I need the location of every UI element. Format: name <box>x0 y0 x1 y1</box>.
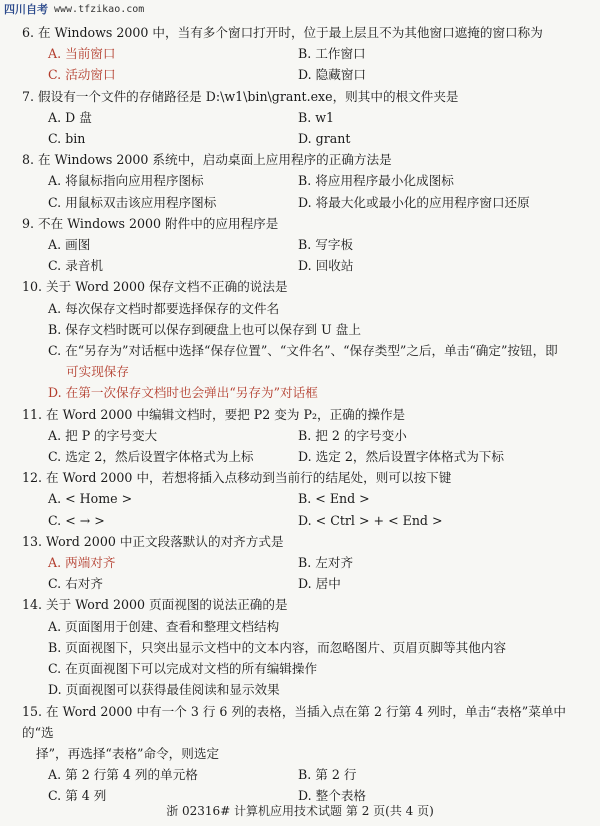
option-c: C. 录音机 <box>48 258 103 274</box>
question-14 <box>22 594 582 700</box>
option-a: A. 页面图用于创建、查看和整理文档结构 <box>48 618 280 634</box>
option-c: C. bin <box>48 131 86 147</box>
question-stem-continuation: 择”，再选择“表格”命令，则选定 <box>36 745 220 761</box>
site-logo: 四川自考 <box>4 3 48 16</box>
option-d: D. 选定 2，然后设置字体格式为下标 <box>298 449 504 465</box>
option-b: B. 把 2 的字号变小 <box>298 427 407 443</box>
option-c-continuation: 可实现保存 <box>66 364 129 380</box>
option-c: C. 第 4 列 <box>48 788 107 804</box>
option-d: D. grant <box>298 131 351 147</box>
question-8 <box>22 149 582 213</box>
option-b: B. 工作窗口 <box>298 46 366 62</box>
exam-page-content <box>22 22 582 807</box>
option-d: D. 将最大化或最小化的应用程序窗口还原 <box>298 194 530 210</box>
option-a: A. 第 2 行第 4 列的单元格 <box>48 767 198 783</box>
question-15 <box>22 701 582 807</box>
option-a: A. 每次保存文档时都要选择保存的文件名 <box>48 300 280 316</box>
option-b: B. < End > <box>298 491 370 507</box>
site-url: www.tfzikao.com <box>54 3 145 15</box>
option-c: C. 用鼠标双击该应用程序图标 <box>48 194 217 210</box>
option-c: C. 选定 2，然后设置字体格式为上标 <box>48 449 254 465</box>
option-b: B. 页面视图下，只突出显示文档中的文本内容，而忽略图片、页眉页脚等其他内容 <box>48 639 507 655</box>
option-d: D. 页面视图可以获得最佳阅读和显示效果 <box>48 682 280 698</box>
option-b: B. 第 2 行 <box>298 767 357 783</box>
option-d: D. 隐藏窗口 <box>298 67 367 83</box>
question-11 <box>22 404 582 468</box>
question-7 <box>22 86 582 150</box>
question-stem: 6. 在 Windows 2000 中，当有多个窗口打开时，位于最上层且不为其他窗口遮掩的窗口称为 <box>22 25 543 40</box>
option-a: A. 两端对齐 <box>48 555 116 571</box>
question-stem: 12. 在 Word 2000 中，若想将插入点移动到当前行的结尾处，则可以按下键 <box>22 470 452 486</box>
option-d: D. 整个表格 <box>298 788 367 804</box>
question-10 <box>22 276 582 403</box>
question-stem: 8. 在 Windows 2000 系统中，启动桌面上应用程序的正确方法是 <box>22 152 392 168</box>
option-a: A. D 盘 <box>48 109 92 125</box>
site-watermark-bar <box>0 0 144 18</box>
option-d: D. < Ctrl > + < End > <box>298 512 443 528</box>
option-d: D. 回收站 <box>298 258 354 274</box>
option-c: C. 活动窗口 <box>48 67 116 83</box>
option-c: C. 在“另存为”对话框中选择“保存位置”、“文件名”、“保存类型”之后，单击“确定”按钮，即 <box>48 343 558 359</box>
option-b: B. 写字板 <box>298 237 354 253</box>
option-c: C. < → > <box>48 512 105 528</box>
option-b: B. w1 <box>298 109 335 125</box>
question-stem: 10. 关于 Word 2000 保存文档不正确的说法是 <box>22 279 288 295</box>
option-c: C. 右对齐 <box>48 576 103 592</box>
option-a: A. 把 P 的字号变大 <box>48 427 158 443</box>
option-c: C. 在页面视图下可以完成对文档的所有编辑操作 <box>48 661 318 677</box>
question-6 <box>22 22 582 86</box>
option-a: A. 将鼠标指向应用程序图标 <box>48 173 204 189</box>
option-a: A. < Home > <box>48 491 133 507</box>
option-d: D. 在第一次保存文档时也会弹出“另存为”对话框 <box>48 385 318 401</box>
question-stem: 14. 关于 Word 2000 页面视图的说法正确的是 <box>22 597 288 613</box>
option-a: A. 画图 <box>48 237 91 253</box>
question-9 <box>22 213 582 277</box>
question-stem: 7. 假设有一个文件的存储路径是 D:\w1\bin\grant.exe，则其中的根文件夹是 <box>22 88 459 104</box>
page-footer: 浙 02316# 计算机应用技术试题 第 2 页(共 4 页) <box>166 804 434 818</box>
option-a: A. 当前窗口 <box>48 46 116 62</box>
question-stem: 11. 在 Word 2000 中编辑文档时，要把 P2 变为 P₂，正确的操作是 <box>22 406 406 422</box>
question-stem: 13. Word 2000 中正文段落默认的对齐方式是 <box>22 533 284 549</box>
question-stem: 9. 不在 Windows 2000 附件中的应用程序是 <box>22 215 279 231</box>
option-b: B. 将应用程序最小化成图标 <box>298 173 454 189</box>
option-d: D. 居中 <box>298 576 341 592</box>
question-stem: 15. 在 Word 2000 中有一个 3 行 6 列的表格，当插入点在第 2 行第 4 列时，单击“表格”菜单中的“选 <box>22 703 567 740</box>
question-13 <box>22 531 582 595</box>
option-b: B. 保存文档时既可以保存到硬盘上也可以保存到 U 盘上 <box>48 321 361 337</box>
question-12 <box>22 467 582 531</box>
option-b: B. 左对齐 <box>298 555 354 571</box>
